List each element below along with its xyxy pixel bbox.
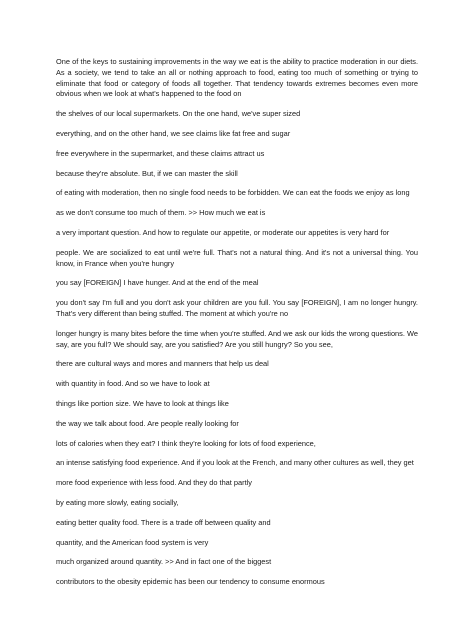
paragraph-1: One of the keys to sustaining improvements in the way we eat is the ability to practice moderation in our diets. As a society, we tend to take an all or nothing approach to food, eating too much of something or trying to eliminate that food or category of foods all together. That tendency towards extremes becomes even more obvious when we look at what's happened to the food on <box>56 57 418 99</box>
paragraph-16: the way we talk about food. Are people really looking for <box>56 418 239 428</box>
paragraph-20: by eating more slowly, eating socially, <box>56 497 179 507</box>
paragraph-22: quantity, and the American food system is very <box>56 537 209 547</box>
document-page <box>56 57 418 588</box>
paragraph-14: with quantity in food. And so we have to look at <box>56 379 210 389</box>
paragraph-23: much organized around quantity. >> And in fact one of the biggest <box>56 557 272 567</box>
paragraph-21: eating better quality food. There is a trade off between quality and <box>56 517 271 527</box>
paragraph-19: more food experience with less food. And they do that partly <box>56 478 252 488</box>
paragraph-17: lots of calories when they eat? I think they're looking for lots of food experience, <box>56 438 316 448</box>
paragraph-6: of eating with moderation, then no single food needs to be forbidden. We can eat the foods we enjoy as long <box>56 188 410 198</box>
paragraph-5: because they're absolute. But, if we can master the skill <box>56 168 238 178</box>
paragraph-7: as we don't consume too much of them. >> How much we eat is <box>56 208 266 218</box>
paragraph-2: the shelves of our local supermarkets. On the one hand, we've super sized <box>56 109 301 119</box>
paragraph-11: you don't say I'm full and you don't ask your children are you full. You say [FOREIGN], I am no longer hungry. That's very different than being stuffed. The moment at which you're no <box>56 298 418 318</box>
paragraph-24: contributors to the obesity epidemic has been our tendency to consume enormous <box>56 577 325 587</box>
paragraph-4: free everywhere in the supermarket, and these claims attract us <box>56 148 265 158</box>
paragraph-10: you say [FOREIGN] I have hunger. And at the end of the meal <box>56 278 259 288</box>
paragraph-8: a very important question. And how to regulate our appetite, or moderate our appetites is very hard for <box>56 227 390 237</box>
paragraph-15: things like portion size. We have to look at things like <box>56 398 229 408</box>
paragraph-12: longer hungry is many bites before the time when you're stuffed. And we ask our kids the wrong questions. We say, are you full? We should say, are you satisfied? Are you still hungry? So you see, <box>56 328 418 349</box>
paragraph-13: there are cultural ways and mores and manners that help us deal <box>56 359 269 369</box>
paragraph-3: everything, and on the other hand, we see claims like fat free and sugar <box>56 128 291 138</box>
paragraph-18: an intense satisfying food experience. And if you look at the French, and many other cultures as well, they get <box>56 458 414 468</box>
paragraph-9: people. We are socialized to eat until we're full. That's not a natural thing. And it's not a universal thing. You know, in France when you're hungry <box>56 247 418 268</box>
